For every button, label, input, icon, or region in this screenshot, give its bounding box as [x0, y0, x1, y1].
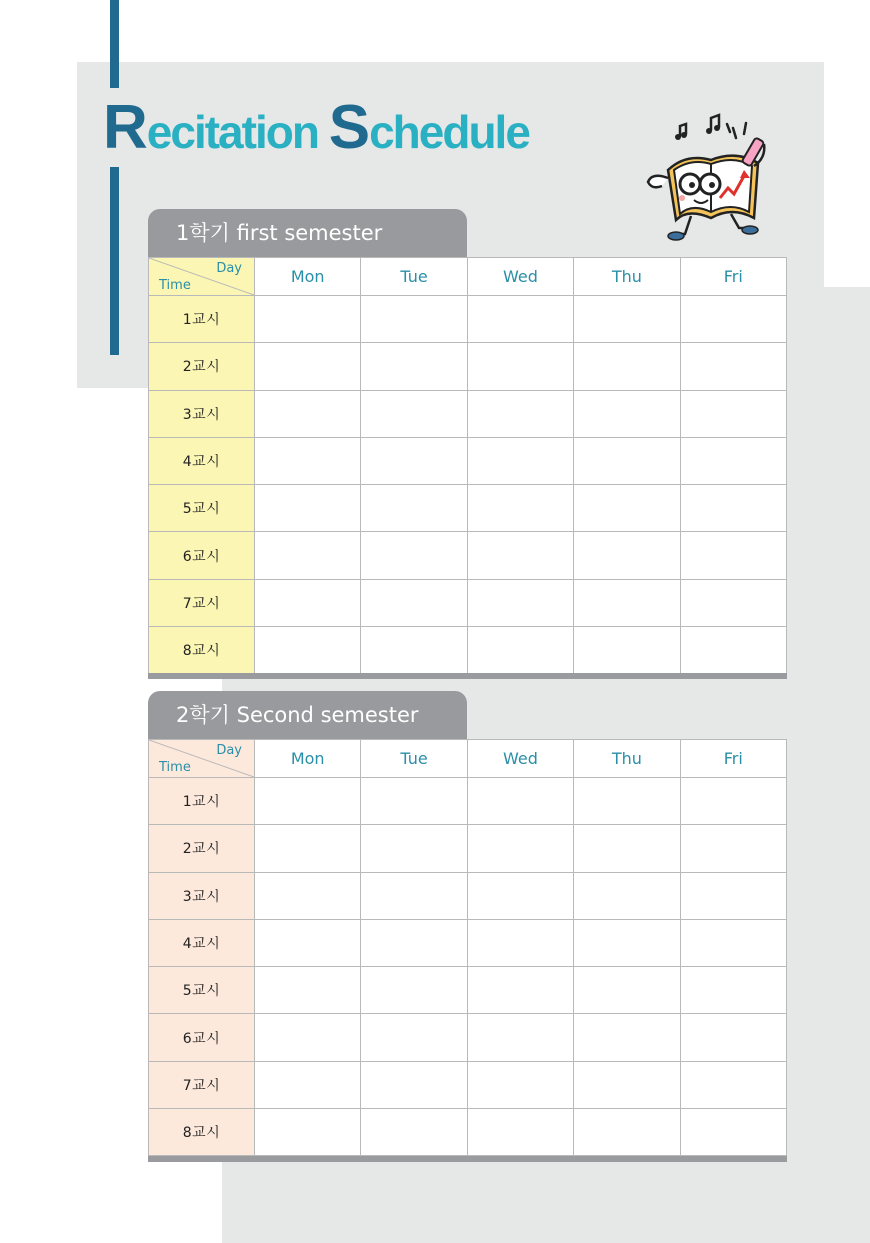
schedule-cell[interactable] — [467, 872, 573, 919]
schedule-cell[interactable] — [680, 390, 786, 437]
schedule-cell[interactable] — [467, 532, 573, 579]
table-header-row — [149, 740, 787, 778]
schedule-cell[interactable] — [680, 343, 786, 390]
schedule-cell[interactable] — [680, 579, 786, 626]
schedule-cell[interactable] — [255, 390, 361, 437]
corner-day-label: Day — [216, 261, 242, 276]
schedule-cell[interactable] — [680, 437, 786, 484]
schedule-cell[interactable] — [361, 390, 467, 437]
table-row — [149, 1109, 787, 1156]
corner-cell — [149, 258, 255, 296]
table-row — [149, 343, 787, 390]
schedule-cell[interactable] — [680, 485, 786, 532]
table-header-row — [149, 258, 787, 296]
schedule-cell[interactable] — [680, 627, 786, 674]
table-row — [149, 532, 787, 579]
schedule-cell[interactable] — [574, 919, 680, 966]
schedule-cell[interactable] — [361, 485, 467, 532]
accent-bar-top — [110, 0, 119, 88]
table-row — [149, 579, 787, 626]
schedule-cell[interactable] — [467, 825, 573, 872]
period-label: 2교시 — [149, 825, 255, 872]
table-row — [149, 825, 787, 872]
schedule-table-first — [148, 257, 787, 674]
schedule-cell[interactable] — [467, 579, 573, 626]
day-header-tue: Tue — [361, 258, 467, 296]
schedule-cell[interactable] — [255, 1109, 361, 1156]
schedule-cell[interactable] — [255, 343, 361, 390]
period-label: 7교시 — [149, 579, 255, 626]
period-label: 7교시 — [149, 1061, 255, 1108]
schedule-cell[interactable] — [574, 532, 680, 579]
table-row — [149, 778, 787, 825]
day-header-wed: Wed — [467, 258, 573, 296]
schedule-cell[interactable] — [574, 825, 680, 872]
period-label: 3교시 — [149, 872, 255, 919]
schedule-cell[interactable] — [255, 485, 361, 532]
schedule-cell[interactable] — [255, 778, 361, 825]
schedule-cell[interactable] — [574, 1014, 680, 1061]
schedule-cell[interactable] — [467, 485, 573, 532]
schedule-cell[interactable] — [680, 872, 786, 919]
schedule-cell[interactable] — [574, 627, 680, 674]
schedule-cell[interactable] — [361, 437, 467, 484]
schedule-cell[interactable] — [467, 919, 573, 966]
schedule-cell[interactable] — [574, 343, 680, 390]
schedule-cell[interactable] — [467, 627, 573, 674]
schedule-cell[interactable] — [361, 1014, 467, 1061]
period-label: 5교시 — [149, 967, 255, 1014]
schedule-cell[interactable] — [574, 778, 680, 825]
accent-bar-bottom — [110, 167, 119, 355]
schedule-cell[interactable] — [361, 532, 467, 579]
day-header-tue: Tue — [361, 740, 467, 778]
schedule-cell[interactable] — [680, 1014, 786, 1061]
corner-time-label: Time — [159, 278, 191, 293]
schedule-cell[interactable] — [361, 343, 467, 390]
schedule-cell[interactable] — [680, 532, 786, 579]
schedule-cell[interactable] — [467, 1109, 573, 1156]
schedule-cell[interactable] — [574, 1109, 680, 1156]
period-label: 4교시 — [149, 437, 255, 484]
schedule-cell[interactable] — [574, 1061, 680, 1108]
schedule-cell[interactable] — [467, 1014, 573, 1061]
day-header-fri: Fri — [680, 258, 786, 296]
schedule-cell[interactable] — [255, 1061, 361, 1108]
schedule-cell[interactable] — [574, 390, 680, 437]
period-label: 8교시 — [149, 627, 255, 674]
schedule-cell[interactable] — [574, 872, 680, 919]
title-word-schedule: chedule — [369, 106, 529, 158]
schedule-cell[interactable] — [255, 825, 361, 872]
corner-time-label: Time — [159, 760, 191, 775]
table-row — [149, 967, 787, 1014]
schedule-cell[interactable] — [361, 778, 467, 825]
schedule-cell[interactable] — [574, 967, 680, 1014]
schedule-cell[interactable] — [255, 579, 361, 626]
schedule-cell[interactable] — [680, 825, 786, 872]
schedule-cell[interactable] — [680, 1061, 786, 1108]
period-label: 2교시 — [149, 343, 255, 390]
period-label: 1교시 — [149, 296, 255, 343]
semester-tab-second: 2학기 Second semester — [148, 691, 467, 739]
schedule-table-second — [148, 739, 787, 1156]
schedule-cell[interactable] — [467, 967, 573, 1014]
schedule-cell[interactable] — [255, 1014, 361, 1061]
table-row — [149, 485, 787, 532]
corner-cell — [149, 740, 255, 778]
schedule-cell[interactable] — [255, 437, 361, 484]
day-header-thu: Thu — [574, 740, 680, 778]
semester-tab-first: 1학기 first semester — [148, 209, 467, 257]
schedule-cell[interactable] — [680, 967, 786, 1014]
table-bottom-rule — [148, 1156, 787, 1162]
schedule-cell[interactable] — [255, 532, 361, 579]
schedule-cell[interactable] — [255, 967, 361, 1014]
page-title — [103, 92, 529, 163]
title-letter-s: S — [328, 93, 370, 162]
corner-day-label: Day — [216, 743, 242, 758]
period-label: 6교시 — [149, 1014, 255, 1061]
schedule-cell[interactable] — [574, 485, 680, 532]
schedule-cell[interactable] — [361, 296, 467, 343]
schedule-cell[interactable] — [361, 579, 467, 626]
schedule-cell[interactable] — [574, 296, 680, 343]
table-bottom-rule — [148, 673, 787, 679]
day-header-fri: Fri — [680, 740, 786, 778]
title-letter-r: R — [103, 93, 147, 162]
schedule-cell[interactable] — [467, 390, 573, 437]
schedule-cell[interactable] — [361, 967, 467, 1014]
table-row — [149, 390, 787, 437]
day-header-thu: Thu — [574, 258, 680, 296]
schedule-cell[interactable] — [680, 296, 786, 343]
title-word-recitation: ecitation — [146, 106, 329, 158]
table-row — [149, 872, 787, 919]
period-label: 5교시 — [149, 485, 255, 532]
schedule-cell[interactable] — [255, 627, 361, 674]
schedule-cell[interactable] — [361, 627, 467, 674]
period-label: 1교시 — [149, 778, 255, 825]
schedule-cell[interactable] — [255, 296, 361, 343]
schedule-cell[interactable] — [467, 296, 573, 343]
book-mascot-icon — [636, 108, 786, 248]
schedule-cell[interactable] — [361, 919, 467, 966]
table-row — [149, 919, 787, 966]
period-label: 6교시 — [149, 532, 255, 579]
table-row — [149, 296, 787, 343]
schedule-cell[interactable] — [680, 778, 786, 825]
day-header-mon: Mon — [255, 258, 361, 296]
schedule-cell[interactable] — [574, 437, 680, 484]
schedule-cell[interactable] — [255, 872, 361, 919]
schedule-cell[interactable] — [467, 1061, 573, 1108]
schedule-cell[interactable] — [680, 1109, 786, 1156]
period-label: 4교시 — [149, 919, 255, 966]
schedule-cell[interactable] — [467, 343, 573, 390]
period-label: 3교시 — [149, 390, 255, 437]
schedule-cell[interactable] — [361, 1109, 467, 1156]
schedule-cell[interactable] — [361, 825, 467, 872]
schedule-cell[interactable] — [361, 1061, 467, 1108]
table-row — [149, 627, 787, 674]
period-label: 8교시 — [149, 1109, 255, 1156]
schedule-cell[interactable] — [467, 778, 573, 825]
schedule-cell[interactable] — [361, 872, 467, 919]
schedule-cell[interactable] — [255, 919, 361, 966]
table-row — [149, 1061, 787, 1108]
day-header-mon: Mon — [255, 740, 361, 778]
table-row — [149, 437, 787, 484]
schedule-cell[interactable] — [574, 579, 680, 626]
schedule-cell[interactable] — [680, 919, 786, 966]
table-row — [149, 1014, 787, 1061]
schedule-cell[interactable] — [467, 437, 573, 484]
day-header-wed: Wed — [467, 740, 573, 778]
